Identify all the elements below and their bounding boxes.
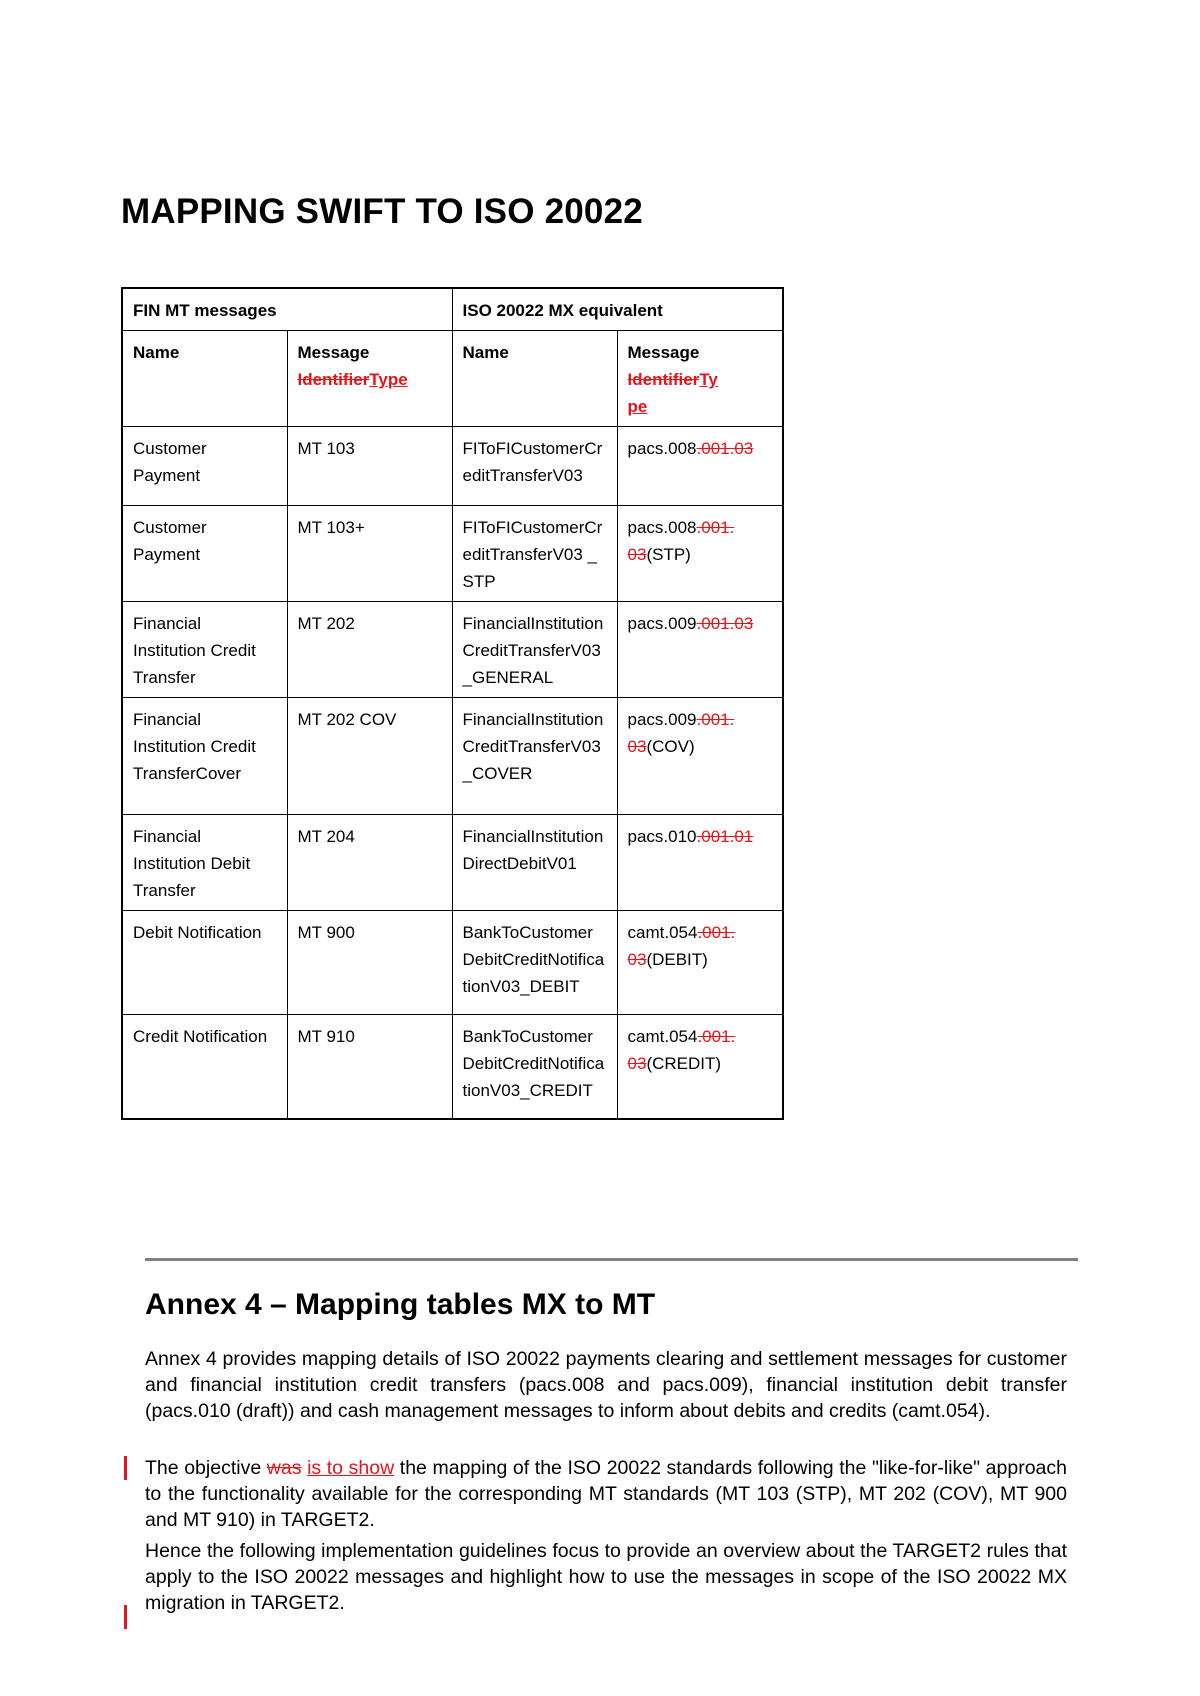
- mx-deleted: .001.01: [696, 827, 754, 846]
- table-row: [122, 427, 783, 506]
- table-row: [122, 602, 783, 698]
- table-row: [122, 911, 783, 1015]
- inserted-ty: Ty: [699, 370, 718, 389]
- mt-type-cell: MT 202 COV: [287, 698, 452, 815]
- mx-base: pacs.008: [627, 518, 697, 537]
- iso-mx-header: ISO 20022 MX equivalent: [452, 288, 783, 331]
- mx-type-cell: [617, 911, 783, 1015]
- annex-paragraph-2: [145, 1455, 1067, 1533]
- mx-type-header: [617, 331, 783, 427]
- mx-suffix: (DEBIT): [646, 950, 708, 969]
- mt-name-cell: Financial Institution Debit Transfer: [122, 815, 287, 911]
- mt-name-header: Name: [122, 331, 287, 427]
- mt-name-cell: Financial Institution Credit TransferCover: [122, 698, 287, 815]
- group-header-row: [122, 288, 783, 331]
- inserted-pe: pe: [627, 397, 648, 416]
- mx-suffix: (CREDIT): [646, 1054, 722, 1073]
- column-header-row: [122, 331, 783, 427]
- mt-type-cell: MT 103: [287, 427, 452, 506]
- table-row: [122, 1015, 783, 1119]
- mx-name-cell: BankToCustomer DebitCreditNotificationV03_DEBIT: [452, 911, 617, 1015]
- mx-suffix: (COV): [646, 737, 695, 756]
- mx-suffix: (STP): [646, 545, 691, 564]
- mx-base: pacs.009: [627, 614, 697, 633]
- para2-inserted-text: is to show: [307, 1457, 395, 1479]
- mt-type-header: [287, 331, 452, 427]
- annex-paragraph-1: Annex 4 provides mapping details of ISO 20022 payments clearing and settlement messages for customer and financial institution credit transfers (pacs.008 and pacs.009), financial institution debit transfer (pacs.010 (draft)) and cash management messages to inform about debits and credits (camt.054).: [145, 1348, 1067, 1422]
- table-row: [122, 698, 783, 815]
- para2-deleted-text: was: [266, 1457, 302, 1479]
- page-title: MAPPING SWIFT TO ISO 20022: [121, 192, 643, 231]
- mapping-table: [121, 287, 784, 1120]
- mx-base: pacs.008: [627, 439, 697, 458]
- mt-name-cell: Customer Payment: [122, 506, 287, 602]
- annex-title: Annex 4 – Mapping tables MX to MT: [145, 1288, 656, 1321]
- mx-name-header: Name: [452, 331, 617, 427]
- mx-deleted-b: 03: [627, 950, 647, 969]
- mx-name-cell: FIToFICustomerCreditTransferV03: [452, 427, 617, 506]
- mt-name-cell: Financial Institution Credit Transfer: [122, 602, 287, 698]
- mx-name-cell: FIToFICustomerCreditTransferV03 _STP: [452, 506, 617, 602]
- mx-type-cell: [617, 506, 783, 602]
- para2-end: the mapping of the ISO 20022 standards following the "like-for-like" approach to the functionality available for the corresponding MT standards (MT 103 (STP), MT 202 (COV), MT 900 and MT 910) in TARGET2.: [145, 1457, 1067, 1531]
- mx-type-cell: [617, 698, 783, 815]
- mx-base: camt.054: [627, 923, 698, 942]
- fin-mt-header: FIN MT messages: [122, 288, 452, 331]
- mx-deleted-b: 03: [627, 737, 647, 756]
- table-row: [122, 815, 783, 911]
- mx-type-cell: [617, 1015, 783, 1119]
- mx-name-cell: FinancialInstitutionCreditTransferV03 _COVER: [452, 698, 617, 815]
- mt-name-cell: Customer Payment: [122, 427, 287, 506]
- revision-bar: [124, 1605, 127, 1629]
- mx-type-cell: [617, 815, 783, 911]
- mx-deleted-a: .001.: [697, 1027, 736, 1046]
- mt-type-cell: MT 204: [287, 815, 452, 911]
- mx-name-cell: FinancialInstitutionCreditTransferV03 _GENERAL: [452, 602, 617, 698]
- deleted-identifier: Identifier: [627, 370, 700, 389]
- mx-base: pacs.009: [627, 710, 697, 729]
- section-divider: [145, 1258, 1078, 1261]
- mx-deleted: .001.03: [696, 439, 754, 458]
- mx-type-cell: [617, 427, 783, 506]
- mt-type-cell: MT 900: [287, 911, 452, 1015]
- mt-name-cell: Credit Notification: [122, 1015, 287, 1119]
- mx-base: pacs.010: [627, 827, 697, 846]
- mx-name-cell: BankToCustomer DebitCreditNotificationV03_CREDIT: [452, 1015, 617, 1119]
- mx-name-cell: FinancialInstitutionDirectDebitV01: [452, 815, 617, 911]
- mt-name-cell: Debit Notification: [122, 911, 287, 1015]
- mx-type-cell: [617, 602, 783, 698]
- mt-type-cell: MT 202: [287, 602, 452, 698]
- revision-bar: [124, 1456, 127, 1480]
- mx-deleted-b: 03: [627, 1054, 647, 1073]
- mt-type-cell: MT 910: [287, 1015, 452, 1119]
- deleted-identifier: Identifier: [297, 370, 370, 389]
- para2-start: The objective: [145, 1457, 267, 1479]
- table-row: [122, 506, 783, 602]
- mx-deleted-a: .001.: [696, 710, 735, 729]
- mx-base: camt.054: [627, 1027, 698, 1046]
- message-label: Message: [297, 343, 370, 362]
- mx-deleted-a: .001.: [696, 518, 735, 537]
- mt-type-cell: MT 103+: [287, 506, 452, 602]
- message-label: Message: [627, 343, 700, 362]
- mx-deleted-b: 03: [627, 545, 647, 564]
- mx-deleted: .001.03: [696, 614, 754, 633]
- inserted-type: Type: [369, 370, 408, 389]
- mx-deleted-a: .001.: [697, 923, 736, 942]
- annex-paragraph-3: Hence the following implementation guidelines focus to provide an overview about the TARGET2 rules that apply to the ISO 20022 messages and highlight how to use the messages in scope of the ISO 20022 MX migration in TARGET2.: [145, 1540, 1067, 1614]
